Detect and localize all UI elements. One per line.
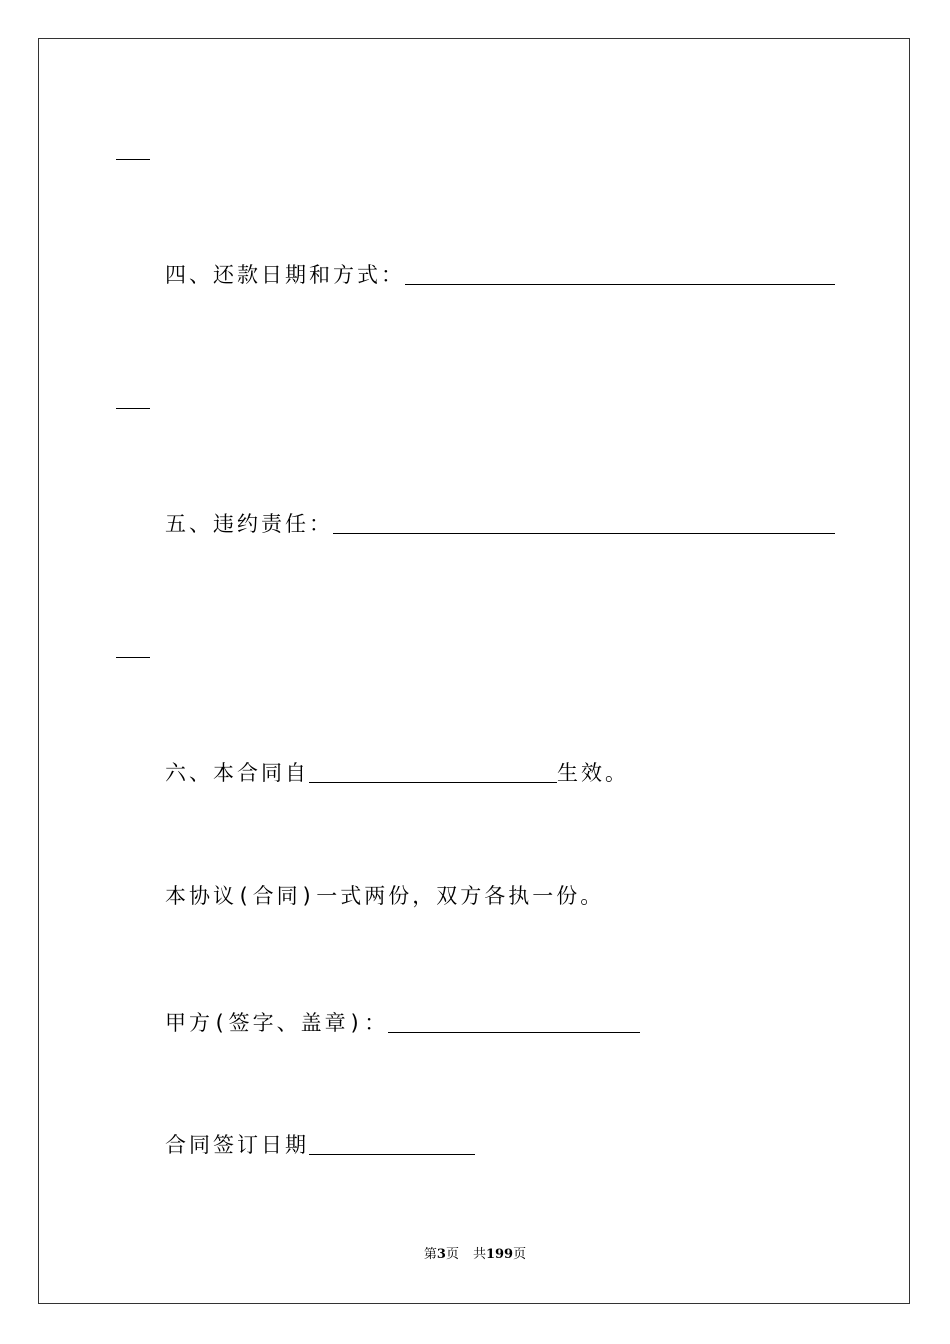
liability-blank[interactable] bbox=[333, 513, 835, 534]
party-a-signature bbox=[165, 1010, 640, 1036]
copies-clause bbox=[165, 883, 604, 909]
page-number: 3 bbox=[436, 1247, 446, 1262]
continuation-line bbox=[116, 408, 150, 409]
sign-date-blank[interactable] bbox=[309, 1134, 475, 1155]
sign-date-label: 合同签订日期 bbox=[165, 1133, 309, 1157]
effective-clause bbox=[165, 760, 629, 786]
page-border bbox=[38, 38, 910, 1304]
total-label: 共 bbox=[472, 1247, 486, 1262]
sign-date bbox=[165, 1132, 475, 1158]
effective-date-blank[interactable] bbox=[309, 762, 557, 783]
repayment-label: 四、还款日期和方式： bbox=[165, 263, 405, 287]
page-label: 第 bbox=[423, 1247, 437, 1262]
party-a-label: 甲方(签字、盖章)： bbox=[165, 1011, 389, 1035]
total-unit: 页 bbox=[513, 1247, 527, 1262]
repayment-blank[interactable] bbox=[405, 264, 835, 285]
effective-prefix: 六、本合同自 bbox=[165, 761, 309, 785]
continuation-line bbox=[116, 657, 150, 658]
total-pages: 199 bbox=[485, 1247, 514, 1262]
page-unit: 页 bbox=[445, 1247, 459, 1262]
effective-suffix: 生效。 bbox=[557, 761, 629, 785]
liability-clause bbox=[165, 511, 835, 537]
liability-label: 五、违约责任： bbox=[165, 512, 333, 536]
repayment-clause bbox=[165, 262, 835, 288]
continuation-line bbox=[116, 159, 150, 160]
party-a-blank[interactable] bbox=[388, 1012, 640, 1033]
copies-text: 本协议(合同)一式两份，双方各执一份。 bbox=[165, 884, 605, 908]
page-footer bbox=[0, 1247, 950, 1263]
